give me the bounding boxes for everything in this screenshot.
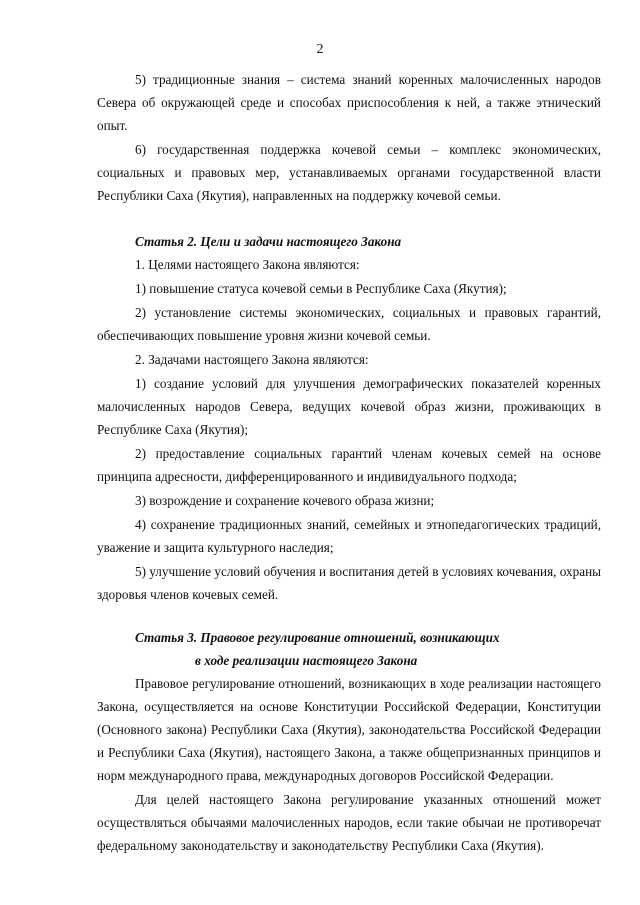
page-number: 2 — [316, 42, 324, 57]
article-2-paragraph: 1. Целями настоящего Закона являются: — [135, 257, 360, 272]
article-2-heading: Статья 2. Цели и задачи настоящего Закона — [135, 234, 402, 249]
definition-item: 6) государственная поддержка кочевой семьи – комплекс экономических, социальных и правовых мер, устанавливаемых органами государственной власти Республики Саха (Якутия), направленных на поддержку кочевой семьи. — [97, 142, 601, 203]
article-3-paragraph: Правовое регулирование отношений, возникающих в ходе реализации настоящего Закона, осуществляется на основе Конституции Российской Федерации, Конституции (Основного закона) Республики Саха (Якутия), законодательства Российской Федерации и Республики Саха (Якутия), настоящего Закона, а также общепризнанных принципов и норм международного права, международных договоров Российской Федерации. — [97, 676, 601, 783]
article-2-paragraph: 3) возрождение и сохранение кочевого образа жизни; — [135, 493, 435, 508]
article-2-paragraph: 1) создание условий для улучшения демографических показателей коренных малочисленных народов Севера, ведущих кочевой образ жизни, проживающих в Республике Саха (Якутия); — [97, 376, 601, 437]
article-3-paragraph: Для целей настоящего Закона регулирование указанных отношений может осуществляться обычаями малочисленных народов, если такие обычаи не противоречат федеральному законодательству и законодательству Республики Саха (Якутия). — [97, 792, 601, 853]
article-3-heading: Статья 3. Правовое регулирование отношений, возникающих — [135, 630, 500, 645]
document-body — [97, 68, 601, 858]
article-2-paragraph: 1) повышение статуса кочевой семьи в Республике Саха (Якутия); — [135, 281, 507, 296]
article-2-paragraph: 4) сохранение традиционных знаний, семейных и этнопедагогических традиций, уважение и защита культурного наследия; — [97, 517, 601, 555]
article-2-paragraph: 5) улучшение условий обучения и воспитания детей в условиях кочевания, охраны здоровья членов кочевых семей. — [97, 564, 601, 602]
article-2-paragraph: 2) предоставление социальных гарантий членам кочевых семей на основе принципа адресности, дифференцированного и индивидуального подхода; — [97, 446, 601, 484]
article-3-heading-continuation: в ходе реализации настоящего Закона — [195, 653, 418, 668]
definition-item: 5) традиционные знания – система знаний коренных малочисленных народов Севера об окружающей среде и способах приспособления к ней, а также этнический опыт. — [97, 72, 601, 133]
article-2-paragraph: 2. Задачами настоящего Закона являются: — [135, 352, 369, 367]
article-2-paragraph: 2) установление системы экономических, социальных и правовых гарантий, обеспечивающих повышение уровня жизни кочевой семьи. — [97, 305, 601, 343]
